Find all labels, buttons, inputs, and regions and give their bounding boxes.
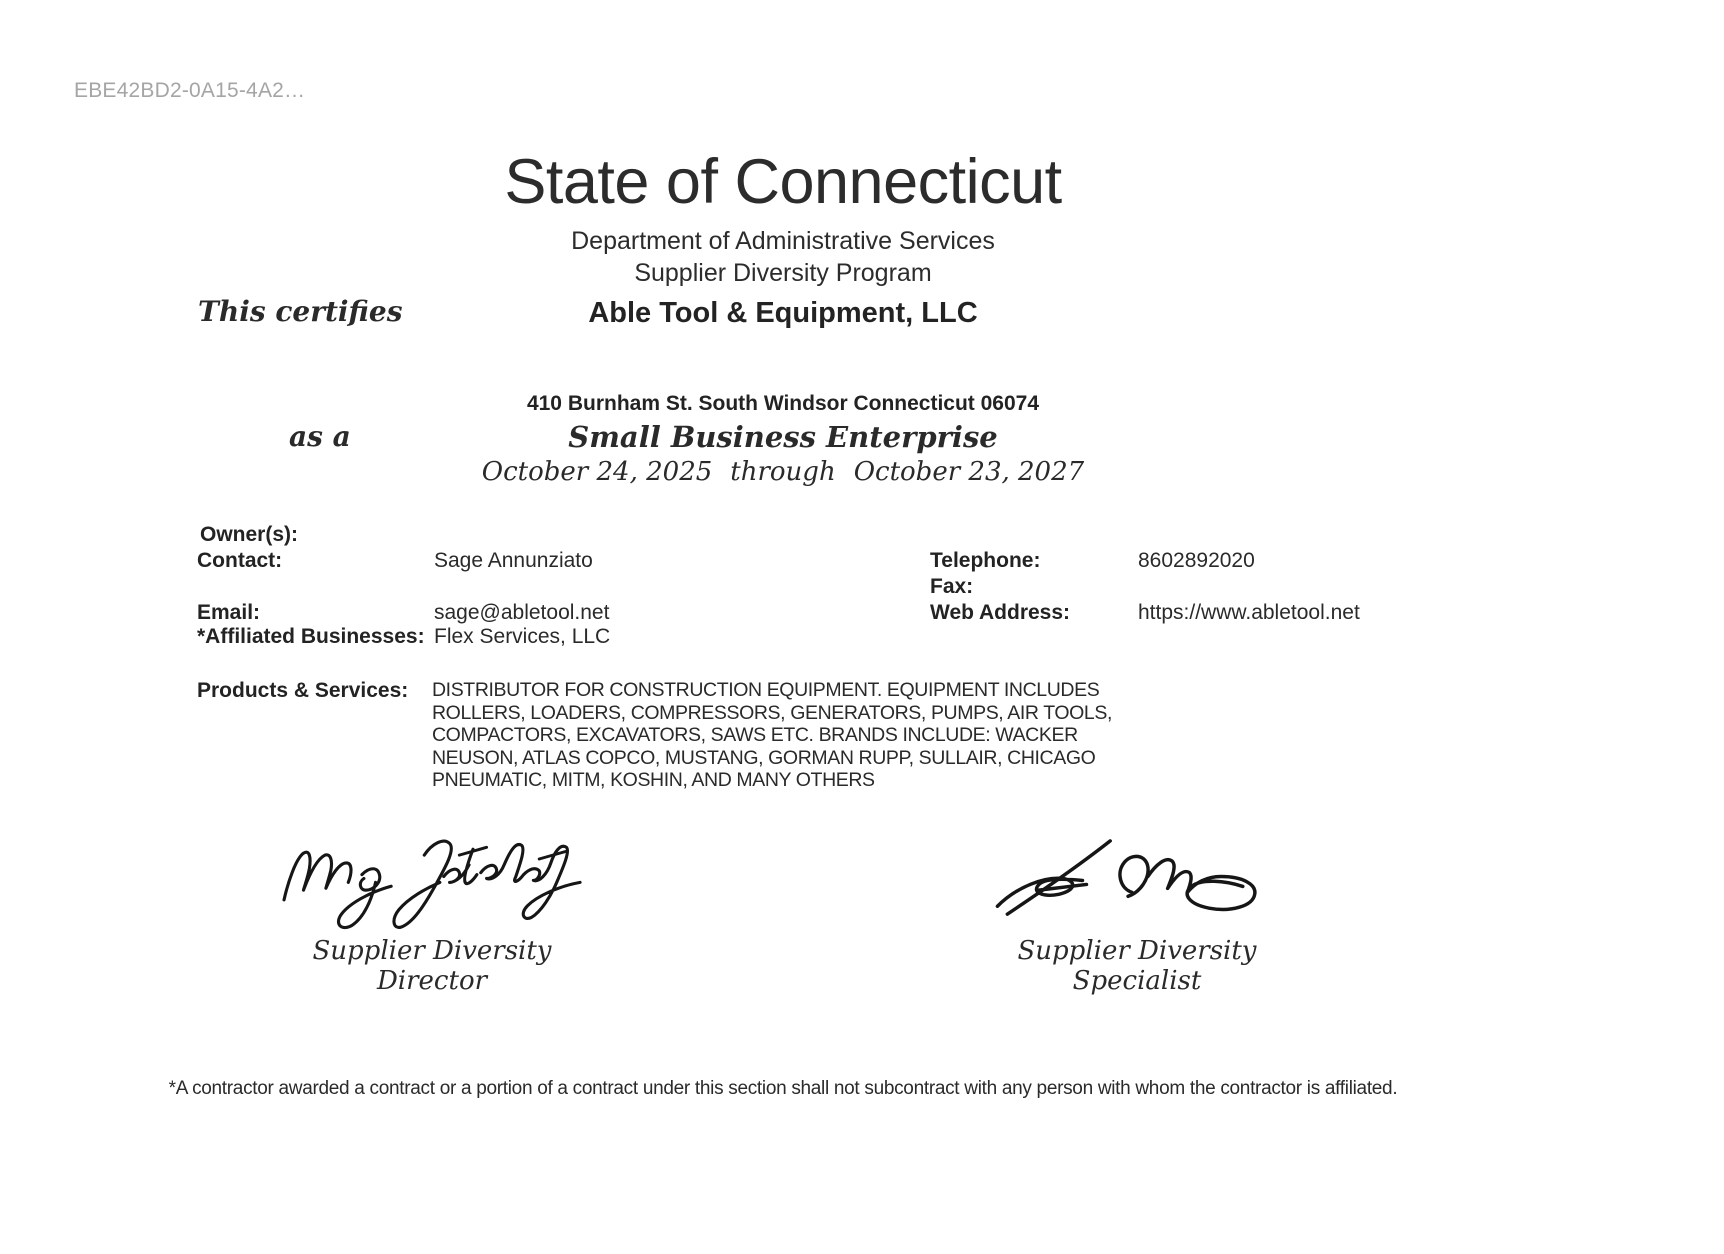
specialist-signature: [983, 833, 1281, 927]
email-label: Email:: [197, 601, 261, 624]
director-title: Supplier Diversity Director: [312, 936, 552, 996]
web-address-value: https://www.abletool.net: [1138, 601, 1360, 624]
products-line: NEUSON, ATLAS COPCO, MUSTANG, GORMAN RUPP, SULLAIR, CHICAGO: [432, 746, 1096, 769]
fax-label: Fax:: [930, 575, 974, 598]
company-name: Able Tool & Equipment, LLC: [588, 297, 978, 329]
affiliated-businesses-label: *Affiliated Businesses:: [197, 625, 425, 648]
affiliation-footnote: *A contractor awarded a contract or a portion of a contract under this section shall not subcontract with any person with whom the contractor is affiliated.: [168, 1078, 1398, 1099]
contact-label: Contact:: [197, 549, 283, 572]
owners-label: Owner(s):: [200, 523, 299, 546]
company-address: 410 Burnham St. South Windsor Connecticut 06074: [526, 392, 1040, 415]
products-line: ROLLERS, LOADERS, COMPRESSORS, GENERATORS, PUMPS, AIR TOOLS,: [432, 701, 1112, 724]
page-title: State of Connecticut: [504, 147, 1062, 217]
program-subtitle: Supplier Diversity Program: [634, 259, 932, 287]
department-subtitle: Department of Administrative Services: [571, 227, 995, 255]
email-value: sage@abletool.net: [434, 601, 610, 624]
this-certifies-label: This certifies: [198, 295, 403, 328]
specialist-title: Supplier Diversity Specialist: [1017, 936, 1257, 996]
certification-period: [0, 457, 1566, 487]
envelope-id: EBE42BD2-0A15-4A2…: [74, 79, 306, 102]
products-line: DISTRIBUTOR FOR CONSTRUCTION EQUIPMENT. EQUIPMENT INCLUDES: [432, 679, 1100, 701]
period-end-date: October 23, 2027: [853, 457, 1085, 487]
telephone-value: 8602892020: [1138, 549, 1255, 572]
contact-value: Sage Annunziato: [434, 549, 593, 572]
products-services-label: Products & Services:: [197, 679, 409, 702]
as-a-label: as a: [289, 420, 351, 453]
director-signature: [278, 822, 590, 934]
telephone-label: Telephone:: [930, 549, 1041, 572]
designation: Small Business Enterprise: [568, 420, 998, 454]
web-address-label: Web Address:: [930, 601, 1071, 624]
affiliated-businesses-value: Flex Services, LLC: [434, 625, 611, 648]
products-line: COMPACTORS, EXCAVATORS, SAWS ETC. BRANDS INCLUDE: WACKER: [432, 724, 1078, 746]
period-start-date: October 24, 2025: [481, 457, 713, 487]
products-line: PNEUMATIC, MITM, KOSHIN, AND MANY OTHERS: [432, 769, 875, 791]
period-through-label: through: [730, 457, 836, 487]
products-services-text: [432, 679, 1122, 792]
